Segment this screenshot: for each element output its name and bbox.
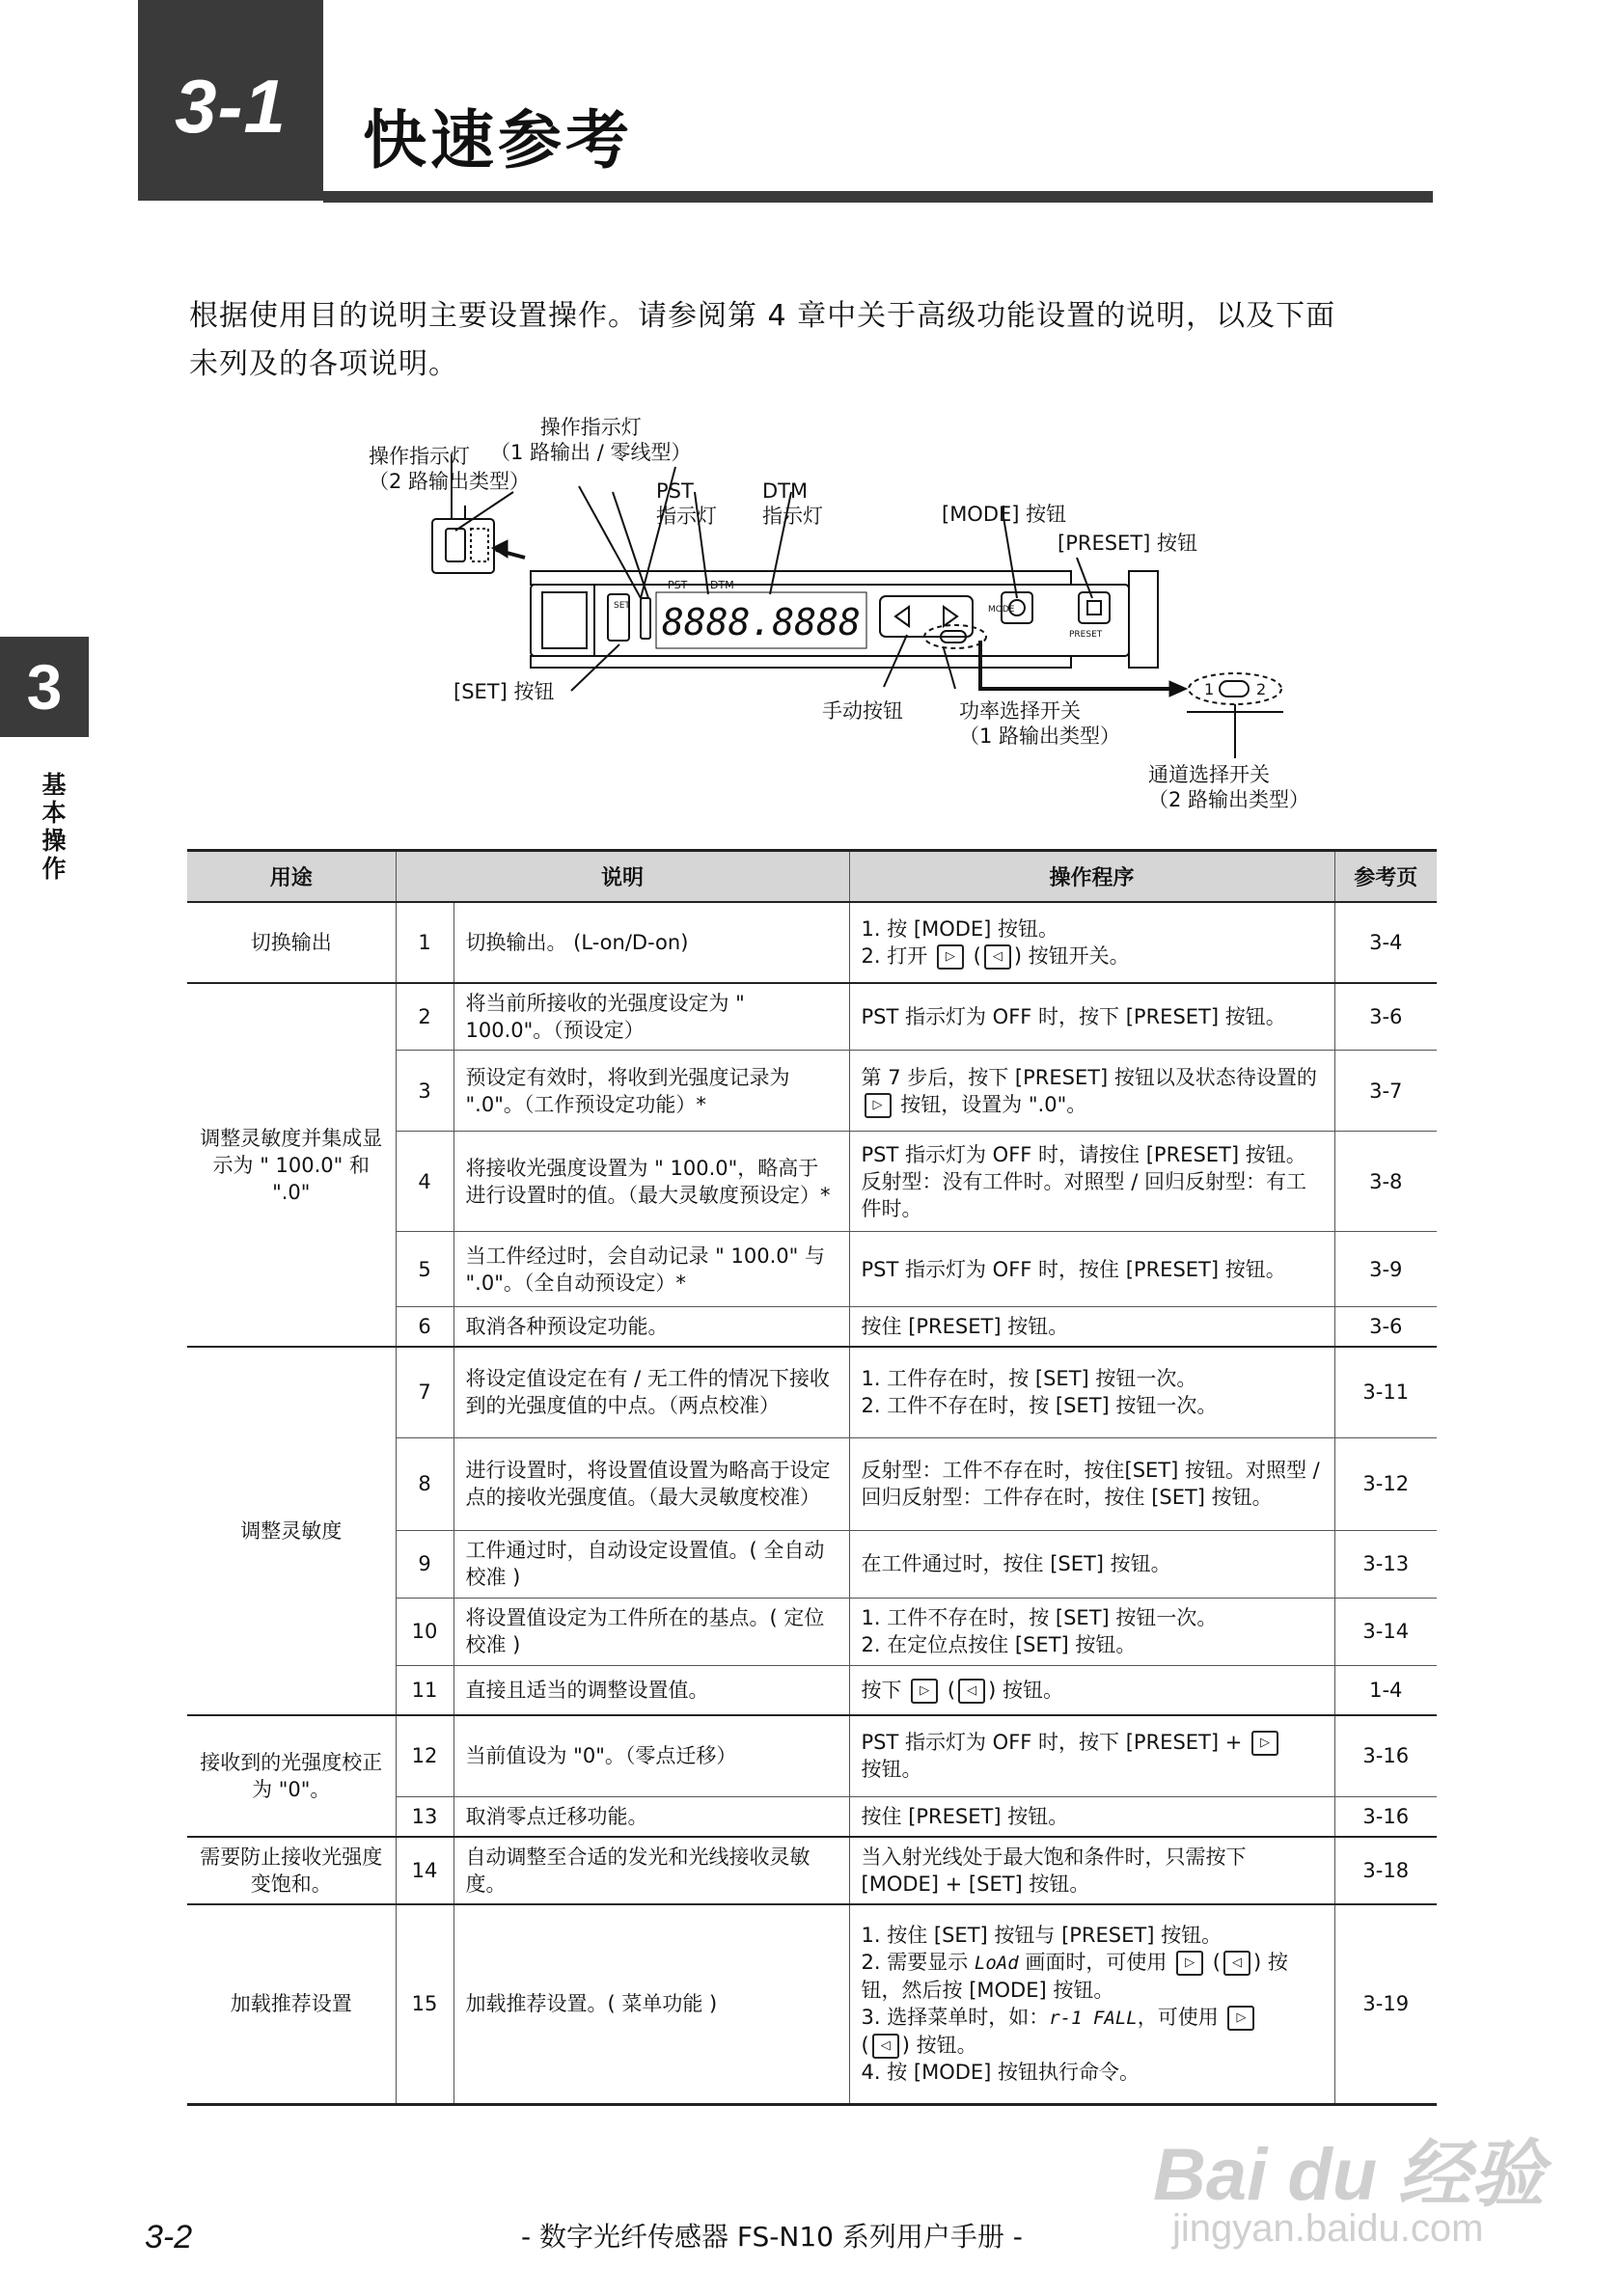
row-number: 15 [396,1904,453,2105]
use-cell: 调整灵敏度 [187,1347,396,1715]
desc-cell: 预设定有效时，将收到光强度记录为 ".0"。（工作预设定功能）* [453,1051,849,1132]
proc-cell: 第 7 步后，按下 [PRESET] 按钮以及状态待设置的 ▷ 按钮，设置为 ".0"。 [849,1051,1334,1132]
desc-cell: 将当前所接收的光强度设定为 " 100.0"。（预设定） [453,983,849,1051]
header-ref: 参考页 [1334,851,1437,903]
right-arrow-button-icon: ▷ [937,944,964,970]
desc-cell: 取消零点迁移功能。 [453,1796,849,1837]
proc-cell: PST 指示灯为 OFF 时，按住 [PRESET] 按钮。 [849,1232,1334,1307]
table-row [187,1837,1437,1904]
ref-cell: 3-7 [1334,1051,1437,1132]
table-header-row [187,851,1437,903]
left-arrow-button-icon: ◁ [958,1679,985,1704]
table-row [187,902,1437,983]
preset-button-shape [1079,592,1110,623]
proc-cell: 1. 按住 [SET] 按钮与 [PRESET] 按钮。 2. 需要显示 LoAd 画面时，可使用 ▷ ( ◁ ) 按钮，然后按 [MODE] 按钮。 3. 选择菜单时，如：r-1 FALL，可使用 ▷ ( ◁ ) 按钮。 4. 按 [MODE] 按钮执行命令。 [849,1904,1334,2105]
device-dtm-text: DTM [710,579,734,591]
row-number: 6 [396,1307,453,1348]
device-preset-text: PRESET [1069,630,1103,640]
desc-cell: 自动调整至合适的发光和光线接收灵敏度。 [453,1837,849,1904]
chapter-label: 基本操作 [39,772,67,884]
ref-cell: 3-16 [1334,1796,1437,1837]
right-arrow-button-icon: ▷ [1251,1731,1278,1756]
right-arrow-button-icon: ▷ [1176,1951,1203,1976]
channel-1-text: 1 [1204,680,1215,698]
device-pst-text: PST [668,579,688,591]
proc-cell: 按下 ▷ ( ◁ ) 按钮。 [849,1665,1334,1715]
label-indicator-2out: 操作指示灯 （2 路输出类型） [369,445,531,493]
desc-cell: 将设置值设定为工件所在的基点。( 定位校准 ) [453,1598,849,1665]
row-number: 13 [396,1796,453,1837]
ref-cell: 3-18 [1334,1837,1437,1904]
intro-line: 未列及的各项说明。 [189,347,458,381]
row-number: 12 [396,1715,453,1796]
label-indicator-1out: 操作指示灯 （1 路输出 / 零线型） [490,416,692,464]
two-output-module [432,519,494,573]
desc-cell: 当工件经过时，会自动记录 " 100.0" 与 ".0"。（全自动预设定）* [453,1232,849,1307]
device-display-digits: 8888.8888 [662,601,861,643]
label-set-button: [SET] 按钮 [453,680,555,703]
use-cell: 接收到的光强度校正为 "0"。 [187,1715,396,1837]
table-row [187,1904,1437,2105]
watermark-logo: Bai du 经验 [1153,2134,1545,2216]
table-row [187,983,1437,1051]
intro-paragraph [189,292,1443,389]
ref-cell: 3-14 [1334,1598,1437,1665]
desc-cell: 进行设置时，将设置值设置为略高于设定点的接收光强度值。（最大灵敏度校准） [453,1437,849,1530]
label-pst-indicator: PST 指示灯 [656,479,717,528]
row-number: 14 [396,1837,453,1904]
section-number-block [138,0,323,201]
header-proc: 操作程序 [849,851,1334,903]
label-mode-button: [MODE] 按钮 [942,503,1067,526]
proc-cell: 1. 按 [MODE] 按钮。 2. 打开 ▷ ( ◁ ) 按钮开关。 [849,902,1334,983]
use-cell: 调整灵敏度并集成显示为 " 100.0" 和 ".0" [187,983,396,1347]
label-channel-switch: 通道选择开关 （2 路输出类型） [1148,763,1310,811]
proc-cell: PST 指示灯为 OFF 时，按下 [PRESET] + ▷ 按钮。 [849,1715,1334,1796]
intro-line: 根据使用目的说明主要设置操作。请参阅第 4 章中关于高级功能设置的说明，以及下面 [189,299,1336,333]
right-arrow-button-icon: ▷ [865,1093,892,1118]
chapter-tab [0,637,89,737]
desc-cell: 加载推荐设置。( 菜单功能 ) [453,1904,849,2105]
proc-cell: 在工件通过时，按住 [SET] 按钮。 [849,1530,1334,1598]
ref-cell: 3-9 [1334,1232,1437,1307]
ref-cell: 3-19 [1334,1904,1437,2105]
proc-cell: 按住 [PRESET] 按钮。 [849,1307,1334,1348]
header-rule [323,191,1433,203]
row-number: 1 [396,902,453,983]
right-arrow-button-icon: ▷ [1227,2006,1254,2031]
chapter-number: 3 [26,651,63,723]
page-title: 快速参考 [363,103,633,178]
desc-cell: 工件通过时，自动设定设置值。( 全自动校准 ) [453,1530,849,1598]
segment-text: r-1 FALL [1049,2008,1138,2030]
ref-cell: 3-8 [1334,1132,1437,1232]
proc-cell: PST 指示灯为 OFF 时，请按住 [PRESET] 按钮。反射型：没有工件时。对照型 / 回归反射型：有工件时。 [849,1132,1334,1232]
desc-cell: 直接且适当的调整设置值。 [453,1665,849,1715]
segment-text: LoAd [974,1953,1019,1975]
row-number: 11 [396,1665,453,1715]
proc-cell: 1. 工件存在时，按 [SET] 按钮一次。 2. 工件不存在时，按 [SET] 按钮一次。 [849,1347,1334,1437]
quick-reference-table [187,849,1437,2106]
ref-cell: 3-6 [1334,983,1437,1051]
label-dtm-indicator: DTM 指示灯 [762,479,823,528]
label-power-switch: 功率选择开关 （1 路输出类型） [959,699,1121,748]
ref-cell: 3-12 [1334,1437,1437,1530]
row-number: 10 [396,1598,453,1665]
page-number: 3-2 [145,2219,193,2255]
ref-cell: 3-4 [1334,902,1437,983]
proc-cell: PST 指示灯为 OFF 时，按下 [PRESET] 按钮。 [849,983,1334,1051]
proc-cell: 按住 [PRESET] 按钮。 [849,1796,1334,1837]
proc-cell: 反射型：工件不存在时，按住[SET] 按钮。对照型 / 回归反射型：工件存在时，按住 [SET] 按钮。 [849,1437,1334,1530]
row-number: 4 [396,1132,453,1232]
row-number: 5 [396,1232,453,1307]
proc-cell: 1. 工件不存在时，按 [SET] 按钮一次。 2. 在定位点按住 [SET] 按钮。 [849,1598,1334,1665]
left-arrow-button-icon: ◁ [984,944,1011,970]
use-cell: 切换输出 [187,902,396,983]
row-number: 2 [396,983,453,1051]
label-preset-button: [PRESET] 按钮 [1058,532,1198,555]
use-cell: 加载推荐设置 [187,1904,396,2105]
desc-cell: 将设定值设定在有 / 无工件的情况下接收到的光强度值的中点。（两点校准） [453,1347,849,1437]
device-set-text: SET [614,601,630,611]
device-mode-text: MODE [988,605,1015,615]
header-use: 用途 [187,851,396,903]
footer-title: - 数字光纤传感器 FS-N10 系列用户手册 - [521,2221,1023,2253]
row-number: 8 [396,1437,453,1530]
desc-cell: 切换输出。 (L-on/D-on) [453,902,849,983]
left-arrow-button-icon: ◁ [872,2034,899,2059]
ref-cell: 3-11 [1334,1347,1437,1437]
row-number: 9 [396,1530,453,1598]
ref-cell: 1-4 [1334,1665,1437,1715]
right-arrow-button-icon: ▷ [911,1679,938,1704]
row-number: 7 [396,1347,453,1437]
section-number: 3-1 [175,63,287,149]
channel-2-text: 2 [1256,680,1267,698]
ref-cell: 3-13 [1334,1530,1437,1598]
proc-cell: 当入射光线处于最大饱和条件时，只需按下 [MODE] + [SET] 按钮。 [849,1837,1334,1904]
use-cell: 需要防止接收光强度变饱和。 [187,1837,396,1904]
ref-cell: 3-16 [1334,1715,1437,1796]
device-diagram [289,405,1332,830]
row-number: 3 [396,1051,453,1132]
ref-cell: 3-6 [1334,1307,1437,1348]
table-row [187,1715,1437,1796]
label-manual-button: 手动按钮 [822,699,903,723]
desc-cell: 当前值设为 "0"。（零点迁移） [453,1715,849,1796]
header-desc: 说明 [396,851,849,903]
desc-cell: 取消各种预设定功能。 [453,1307,849,1348]
left-arrow-button-icon: ◁ [1223,1951,1250,1976]
table-row [187,1347,1437,1437]
watermark-url: jingyan.baidu.com [1172,2207,1484,2250]
desc-cell: 将接收光强度设置为 " 100.0"，略高于进行设置时的值。（最大灵敏度预设定）* [453,1132,849,1232]
